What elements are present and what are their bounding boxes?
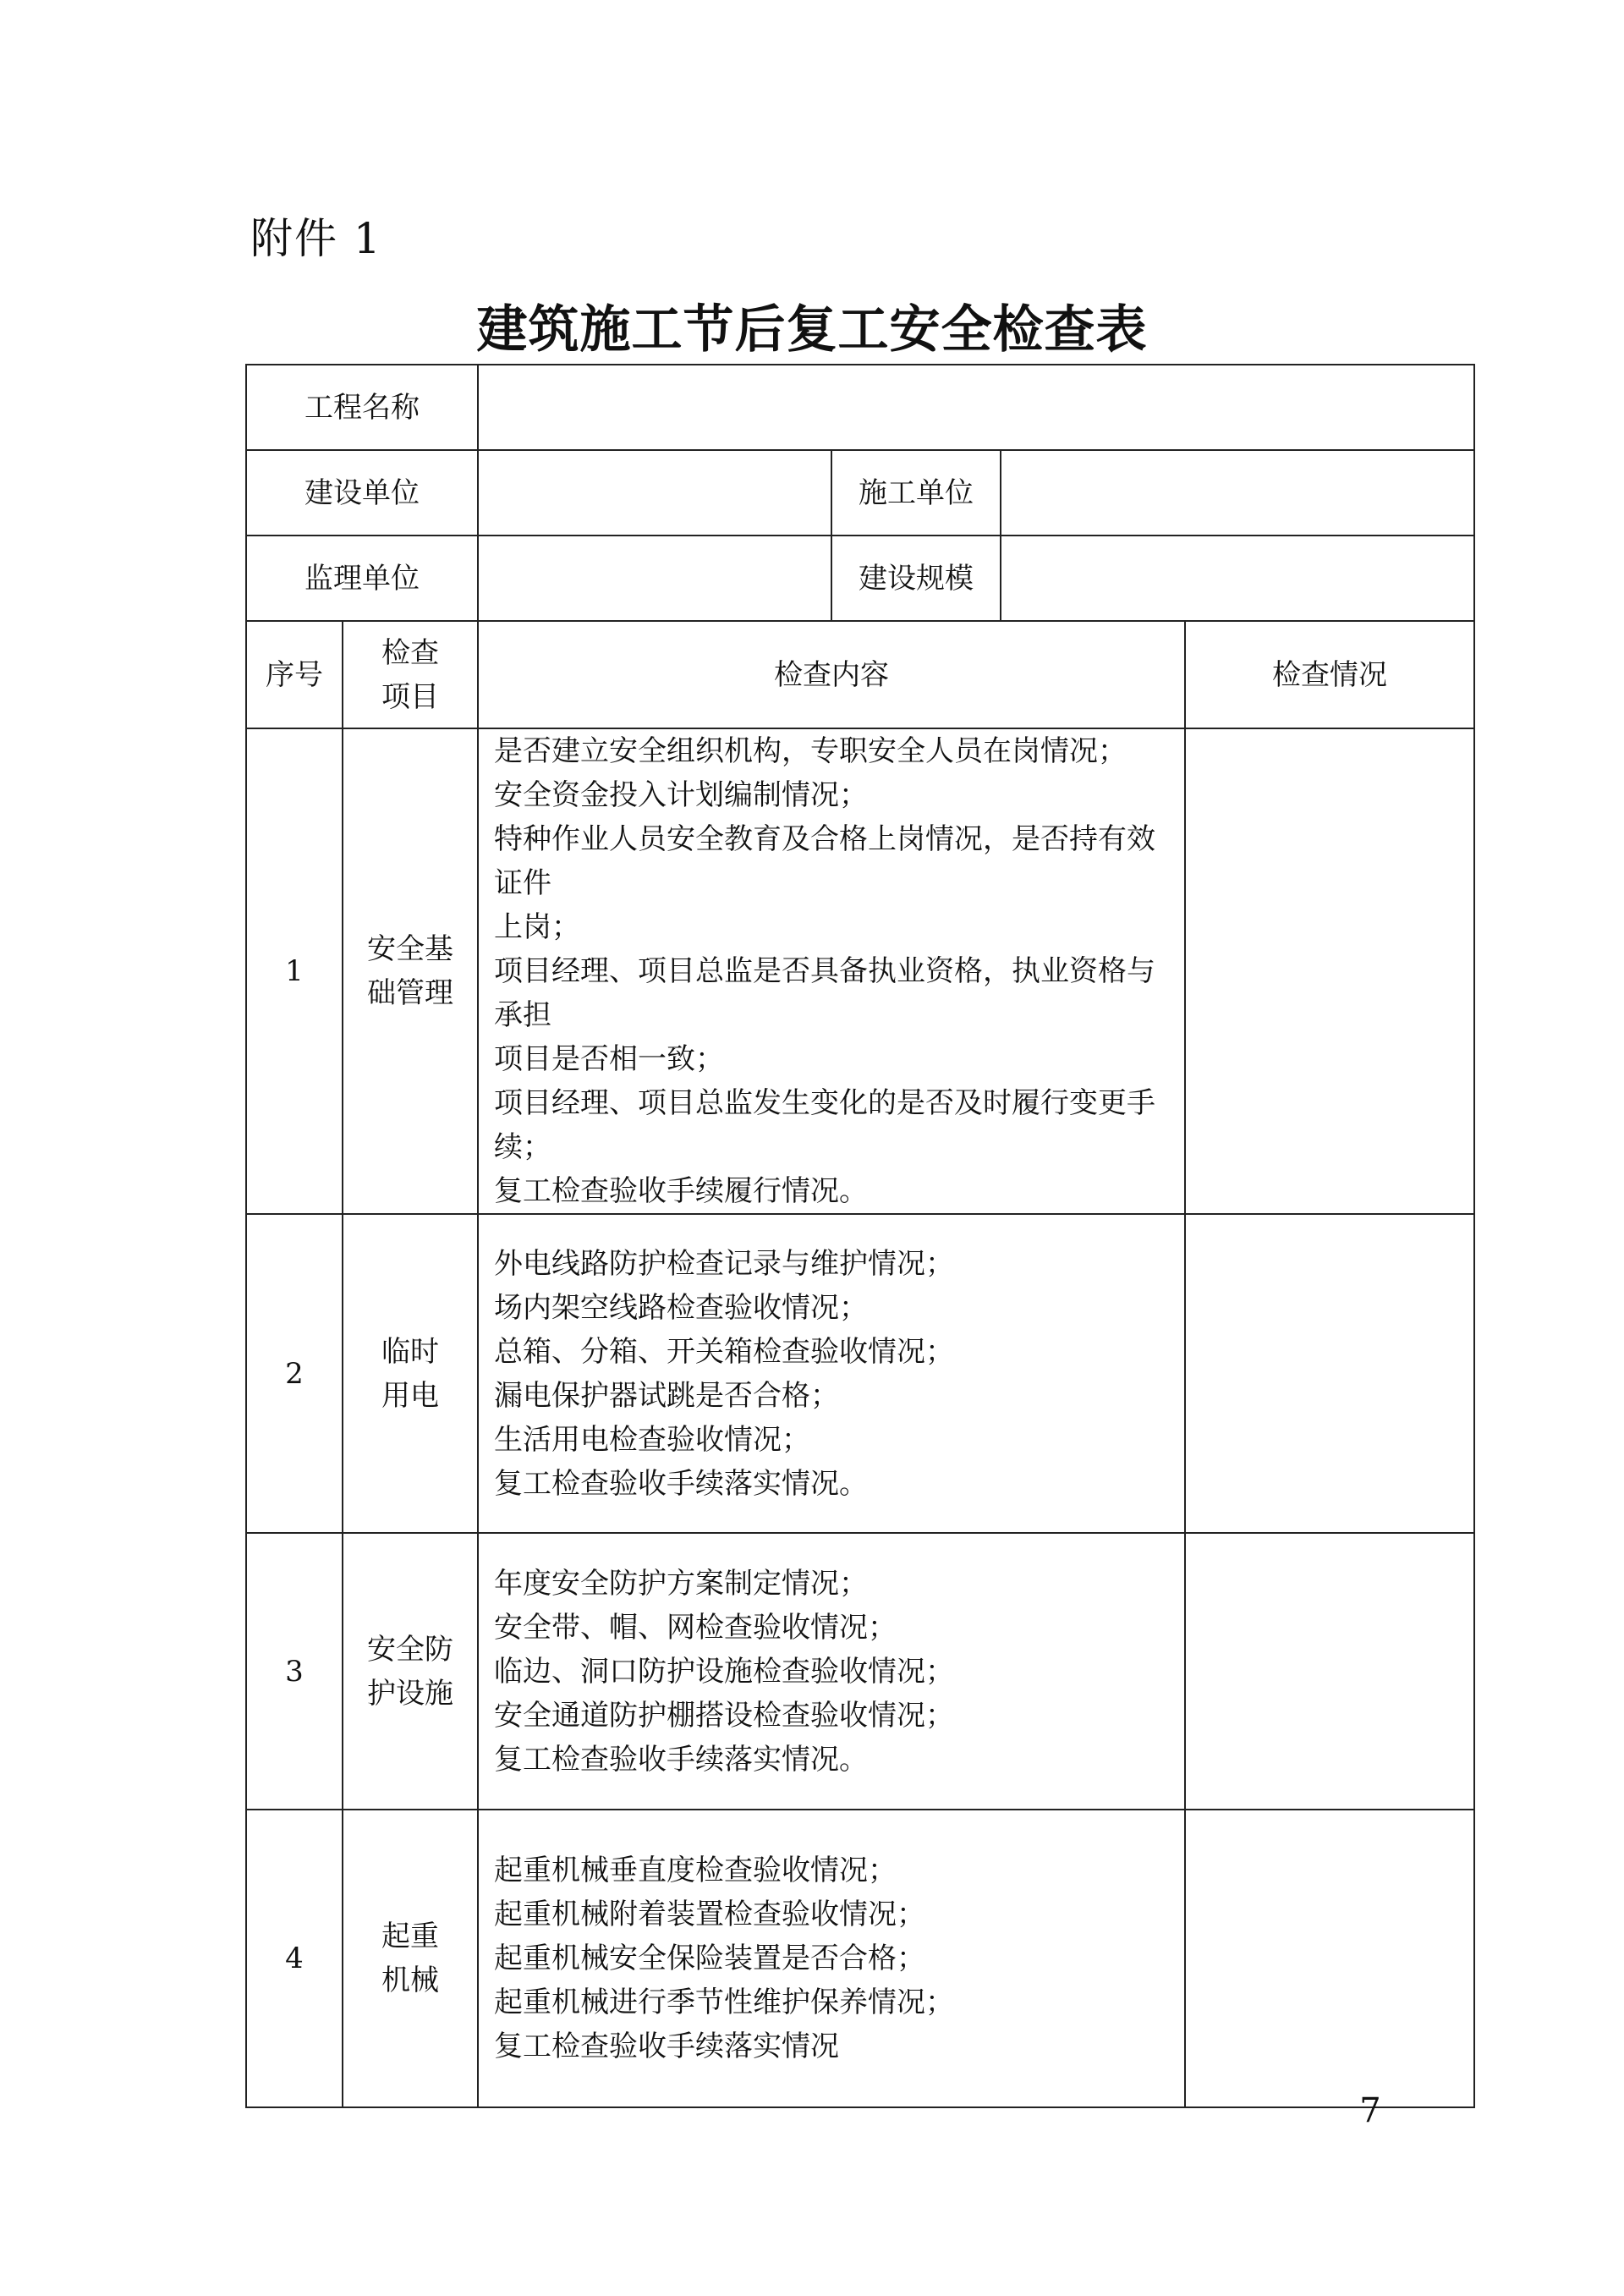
row-content xyxy=(478,1533,1185,1810)
row-item xyxy=(343,1533,478,1810)
row-item xyxy=(343,1810,478,2107)
row-content xyxy=(478,1810,1185,2107)
row-no: 1 xyxy=(246,728,343,1214)
content-line: 外电线路防护检查记录与维护情况； xyxy=(494,1246,954,1281)
content-line: 年度安全防护方案制定情况； xyxy=(494,1566,868,1601)
row-status[interactable] xyxy=(1185,1533,1474,1810)
header-row xyxy=(246,621,1474,728)
content-line: 复工检查验收手续落实情况。 xyxy=(494,1742,868,1777)
content-line: 起重机械进行季节性维护保养情况； xyxy=(494,1986,954,2019)
header-content: 检查内容 xyxy=(478,621,1185,728)
content-line: 复工检查验收手续履行情况。 xyxy=(494,1174,868,1208)
row-item-line1: 起重 xyxy=(381,1920,439,1953)
row-no: 3 xyxy=(246,1533,343,1810)
content-line: 上岗； xyxy=(494,910,580,944)
row-content xyxy=(478,1214,1185,1533)
builder-contractor-row xyxy=(246,450,1474,536)
supervisor-label: 监理单位 xyxy=(246,536,478,621)
row-item xyxy=(343,728,478,1214)
table-row xyxy=(246,1533,1474,1810)
table-row xyxy=(246,728,1474,1214)
content-line: 复工检查验收手续落实情况。 xyxy=(494,1466,868,1501)
header-item xyxy=(343,621,478,728)
row-status[interactable] xyxy=(1185,1810,1474,2107)
row-no: 2 xyxy=(246,1214,343,1533)
content-line: 项目经理、项目总监发生变化的是否及时履行变更手续； xyxy=(494,1086,1155,1164)
scale-field[interactable] xyxy=(1001,536,1474,621)
row-item-line2: 护设施 xyxy=(367,1676,453,1711)
content-line: 项目是否相一致； xyxy=(494,1042,724,1076)
contractor-field[interactable] xyxy=(1001,450,1474,536)
content-line: 临边、洞口防护设施检查验收情况； xyxy=(494,1654,954,1689)
supervisor-field[interactable] xyxy=(478,536,831,621)
inspection-table xyxy=(245,364,1475,2108)
header-status: 检查情况 xyxy=(1185,621,1474,728)
content-line: 起重机械垂直度检查验收情况； xyxy=(494,1854,897,1887)
content-line: 项目经理、项目总监是否具备执业资格，执业资格与承担 xyxy=(494,954,1155,1032)
header-no: 序号 xyxy=(246,621,343,728)
project-name-field[interactable] xyxy=(478,365,1474,450)
scale-label: 建设规模 xyxy=(831,536,1001,621)
row-item-line1: 安全防 xyxy=(367,1632,453,1667)
content-line: 漏电保护器试跳是否合格； xyxy=(494,1378,839,1413)
row-content xyxy=(478,728,1185,1214)
content-line: 安全资金投入计划编制情况； xyxy=(494,778,868,812)
content-line: 复工检查验收手续落实情况 xyxy=(494,2030,839,2063)
page-number: 7 xyxy=(1359,2091,1381,2130)
project-name-row xyxy=(246,365,1474,450)
content-line: 起重机械安全保险装置是否合格； xyxy=(494,1942,925,1975)
content-line: 安全通道防护棚搭设检查验收情况； xyxy=(494,1698,954,1733)
row-item-line2: 机械 xyxy=(381,1964,439,1997)
row-item-line1: 安全基 xyxy=(367,932,453,966)
header-item-line1: 检查 xyxy=(381,635,439,670)
content-line: 总箱、分箱、开关箱检查验收情况； xyxy=(494,1334,954,1369)
content-line: 起重机械附着装置检查验收情况； xyxy=(494,1898,925,1931)
content-line: 安全带、帽、网检查验收情况； xyxy=(494,1610,897,1645)
builder-label: 建设单位 xyxy=(246,450,478,536)
header-item-line2: 项目 xyxy=(381,679,439,714)
row-item-line1: 临时 xyxy=(381,1334,439,1369)
project-name-label: 工程名称 xyxy=(246,365,478,450)
contractor-label: 施工单位 xyxy=(831,450,1001,536)
row-item-line2: 础管理 xyxy=(367,976,453,1010)
row-item xyxy=(343,1214,478,1533)
content-line: 是否建立安全组织机构，专职安全人员在岗情况； xyxy=(494,734,1127,768)
content-line: 生活用电检查验收情况； xyxy=(494,1422,810,1457)
table-row xyxy=(246,1810,1474,2107)
row-item-line2: 用电 xyxy=(381,1378,439,1413)
row-no: 4 xyxy=(246,1810,343,2107)
supervisor-scale-row xyxy=(246,536,1474,621)
row-status[interactable] xyxy=(1185,1214,1474,1533)
page-title: 建筑施工节后复工安全检查表 xyxy=(476,300,1148,360)
row-status[interactable] xyxy=(1185,728,1474,1214)
builder-field[interactable] xyxy=(478,450,831,536)
table-row xyxy=(246,1214,1474,1533)
content-line: 场内架空线路检查验收情况； xyxy=(494,1290,868,1325)
content-line: 特种作业人员安全教育及合格上岗情况，是否持有效证件 xyxy=(494,822,1155,900)
attachment-label: 附件 1 xyxy=(250,214,382,263)
